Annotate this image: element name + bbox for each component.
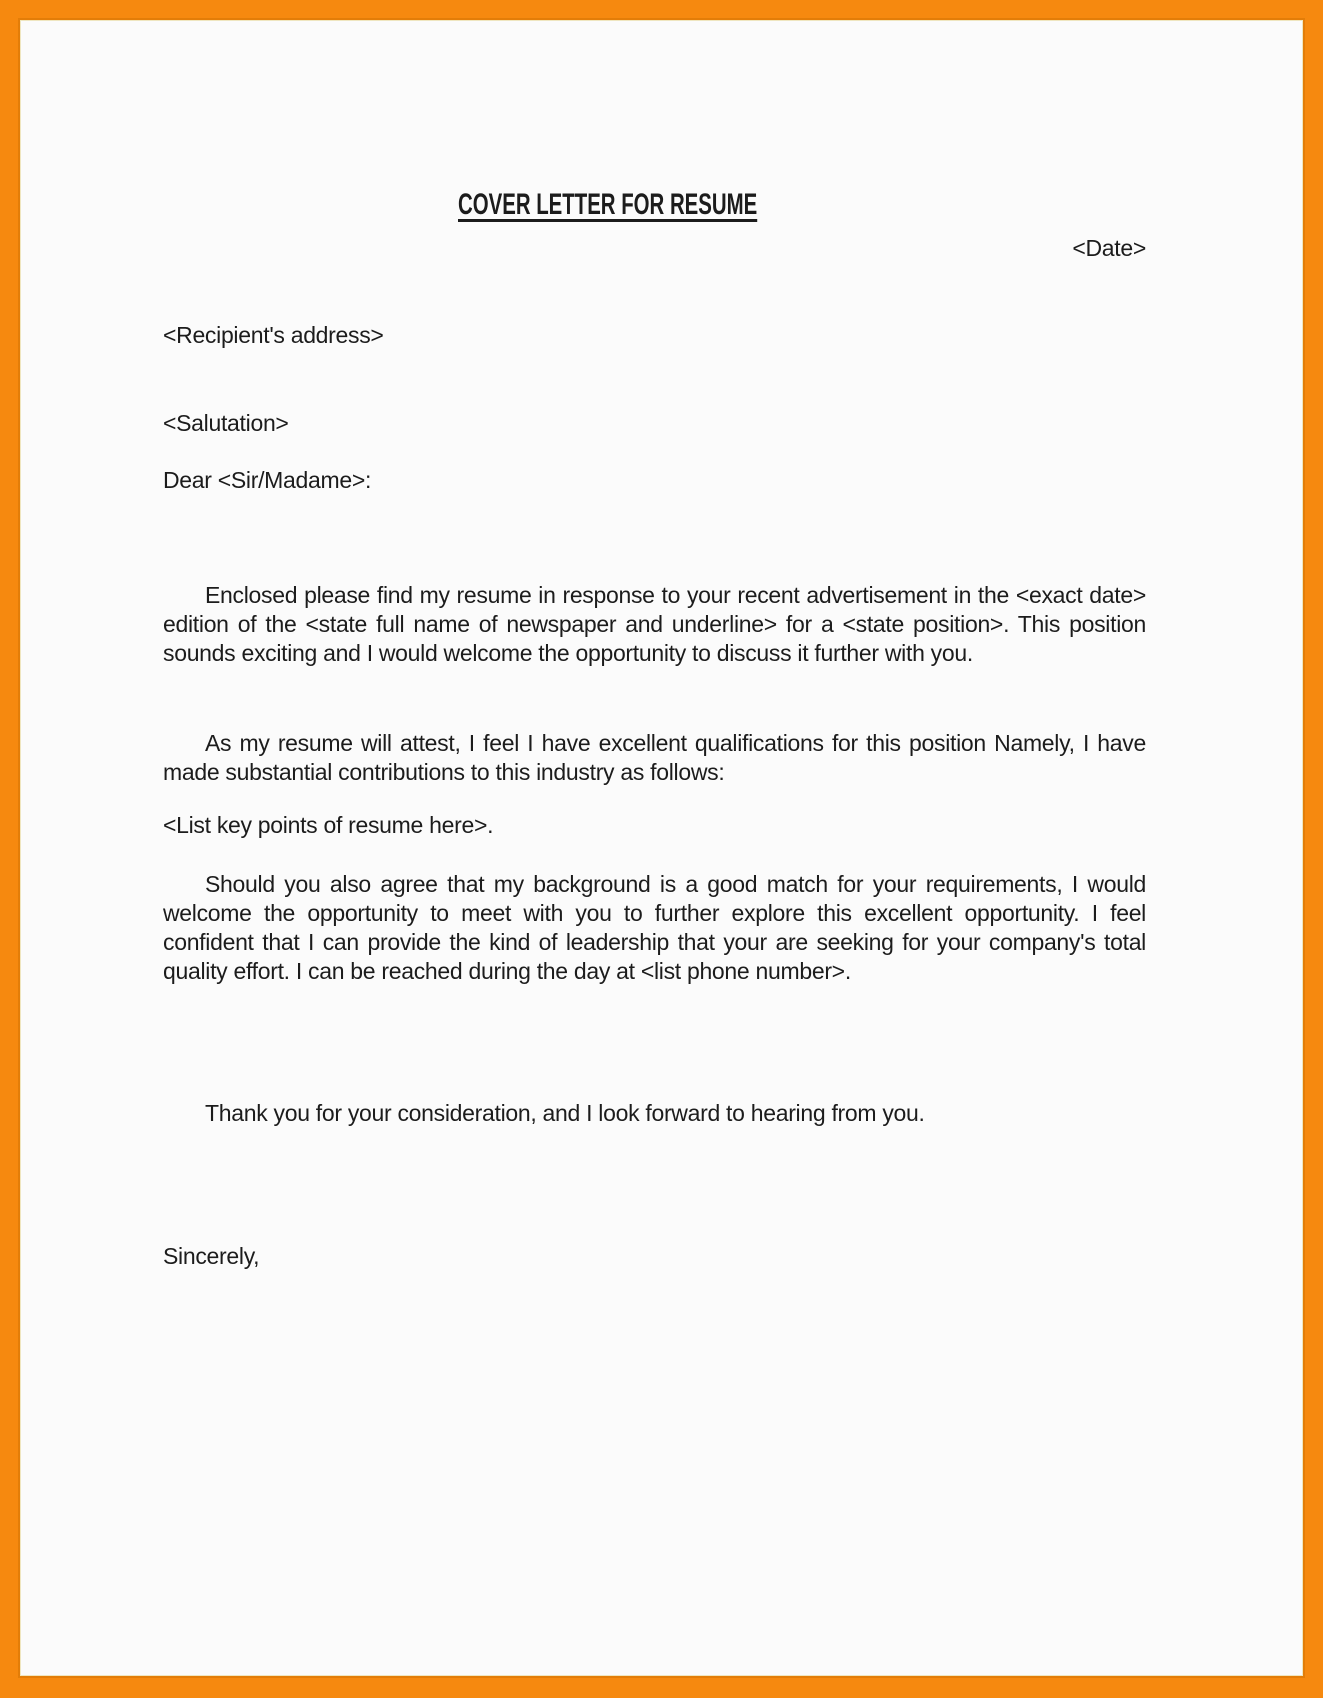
date-placeholder: <Date> — [1072, 235, 1146, 261]
letter-title: COVER LETTER FOR RESUME — [458, 188, 758, 222]
greeting-line: Dear <Sir/Madame>: — [163, 467, 372, 493]
letter-page — [20, 20, 1303, 1676]
qualifications-paragraph: As my resume will attest, I feel I have excellent qualifications for this position Namely, I have made substantial contributions to this industry as follows: — [163, 730, 1146, 785]
salutation-placeholder: <Salutation> — [163, 410, 289, 436]
intro-paragraph: Enclosed please find my resume in response to your recent advertisement in the <exact date> edition of the <state full name of newspaper and underline> for a <state position>. This position sounds exciting and I would welcome the opportunity to discuss it further with you. — [163, 582, 1146, 666]
closing-line: Sincerely, — [163, 1243, 260, 1269]
list-key-points-placeholder: <List key points of resume here>. — [163, 812, 494, 838]
recipient-address-placeholder: <Recipient's address> — [163, 322, 384, 348]
match-paragraph: Should you also agree that my background is a good match for your requirements, I would welcome the opportunity to meet with you to further explore this excellent opportunity. I feel confident that I can provide the kind of leadership that your are seeking for your company's total quality effort. I can be reached during the day at <list phone number>. — [163, 871, 1146, 984]
thank-you-line: Thank you for your consideration, and I look forward to hearing from you. — [205, 1100, 925, 1126]
